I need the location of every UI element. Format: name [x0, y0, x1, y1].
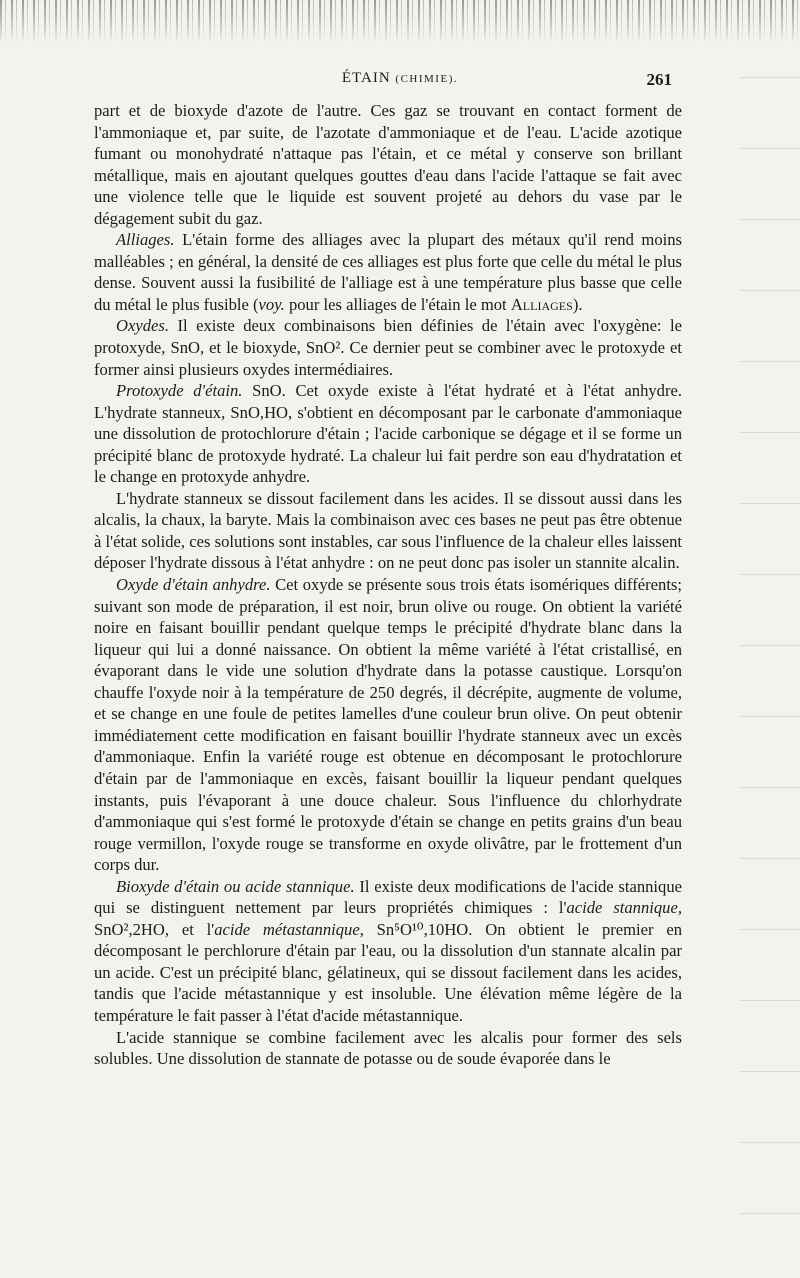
paragraph-protoxyde: [94, 380, 682, 488]
page-number: 261: [646, 70, 672, 89]
paragraph-oxyde-anhydre: [94, 574, 682, 876]
paragraph-lead: Oxyde d'étain anhydre.: [116, 575, 271, 595]
paragraph-text: Cet oxyde se présente sous trois états isomériques différents; suivant son mode de préparation, il est noir, brun olive ou rouge. On obtient la variété noire en faisant bouillir pendant quelque temps le précipité d'hydrate blanc dans la liqueur qui lui a donné naissance. On obtient la même variété à l'état cristallisé, en évaporant dans le vide une solution d'hydrate dans la potasse caustique. Lorsqu'on chauffe l'oxyde noir à la température de 250 degrés, il décrépite, augmente de volume, et se change en une foule de petites lamelles d'une couleur brun olive. On peut obtenir immédiatement cette modification en faisant bouillir l'hydrate stanneux avec un excès d'ammoniaque. Enfin la variété rouge est obtenue en décomposant le protochlorure d'étain par de l'ammoniaque en excès, faisant bouillir la liqueur pendant quelques instants, puis l'évaporant à une douce chaleur. Sous l'influence du chlorhydrate d'ammoniaque qui s'est formé le protoxyde d'étain se change en petits grains d'un beau rouge vermillon, l'oxyde rouge se transforme en oxyde olivâtre, par le frottement d'un corps dur.: [94, 575, 682, 875]
paragraph-text: L'étain forme des alliages avec la plupart des métaux qu'il rend moins malléables ; en général, la densité de ces alliages est plus forte que celle du métal le plus dense. Souvent aussi la fusibilité de l'alliage est à une température plus basse que celle du métal le plus fusible (: [94, 230, 682, 314]
term-acide-stannique: acide stannique: [566, 898, 678, 918]
scan-margin-noise: [740, 40, 800, 1278]
paragraph-text: pour les alliages de l'étain le mot: [284, 294, 511, 314]
paragraph-alliages: [94, 229, 682, 315]
paragraph-text: L'hydrate stanneux se dissout facilement dans les acides. Il se dissout aussi dans les alcalis, la chaux, la baryte. Mais la combinaison avec ces bases ne peut pas être obtenue à l'état solide, ces solutions sont instables, car sous l'influence de la chaleur elles laissent déposer l'hydrate dissous à l'état anhydre : on ne peut donc pas isoler un stannite alcalin.: [94, 488, 682, 573]
page-header: [0, 70, 800, 94]
paragraph-text: Il existe deux combinaisons bien définies de l'étain avec l'oxygène: le protoxyde, SnO, et le bioxyde, SnO². Ce dernier peut se combiner avec le protoxyde et former ainsi plusieurs oxydes intermédiaires.: [94, 316, 682, 379]
paragraph-text: SnO. Cet oxyde existe à l'état hydraté et à l'état anhydre. L'hydrate stanneux, SnO,HO, s'obtient en décomposant par le carbonate d'ammoniaque une dissolution de protochlorure d'étain ; l'acide carbonique se dégage et il se forme un précipité blanc de protoxyde hydraté. La chaleur lui fait perdre son eau d'hydratation et le change en protoxyde anhydre.: [94, 381, 683, 487]
body-text: [94, 100, 682, 1070]
paragraph-lead: Protoxyde d'étain.: [116, 381, 243, 401]
paragraph-text: ).: [572, 294, 583, 314]
paragraph-stannates: [94, 1027, 682, 1070]
paragraph-lead: Oxydes.: [116, 316, 169, 336]
voy-abbrev: voy.: [258, 294, 285, 314]
term-acide-metastannique: acide métastannique: [214, 919, 360, 939]
running-title: [0, 70, 800, 87]
paragraph-text: L'acide stannique se combine facilement avec les alcalis pour former des sels solubles. Une dissolution de stannate de potasse ou de soude évaporée dans le: [94, 1027, 682, 1069]
paragraph-continuation: [94, 100, 682, 229]
scan-top-edge-noise: [0, 0, 800, 44]
running-title-sub: (CHIMIE).: [395, 73, 459, 85]
paragraph-text: Il existe deux modifications de l'acide stannique qui se distinguent nettement par leurs propriétés chimiques : l': [94, 876, 682, 918]
cross-reference: Alliages: [510, 294, 573, 314]
paragraph-hydrate-stanneux: [94, 488, 682, 574]
paragraph-lead: Alliages.: [116, 230, 175, 250]
paragraph-text: , Sn⁵O¹⁰,10HO. On obtient le premier en décomposant le perchlorure d'étain par l'eau, ou la dissolution d'un stannate alcalin par un acide. C'est un précipité blanc, gélatineux, qui se dissout facilement dans les acides, tandis que l'acide métastannique y est insoluble. Une élévation même légère de la température le fait passer à l'état d'acide métastannique.: [94, 919, 682, 1025]
paragraph-oxydes: [94, 315, 682, 380]
paragraph-lead: Bioxyde d'étain ou acide stannique.: [116, 876, 355, 896]
paragraph-bioxyde: [94, 876, 682, 1027]
paragraph-text: part et de bioxyde d'azote de l'autre. Ces gaz se trouvant en contact forment de l'ammoniaque et, par suite, de l'azotate d'ammoniaque et de l'eau. L'acide azotique fumant ou monohydraté n'attaque pas l'étain, et ce métal y conserve son brillant métallique, mais en ajoutant quelques gouttes d'eau dans l'acide l'attaque se fait avec une violence telle que le liquide est souvent projeté au dehors du vase par le dégagement subit du gaz.: [94, 101, 682, 228]
paragraph-text: , SnO²,2HO, et l': [94, 898, 682, 939]
running-title-main: ÉTAIN: [341, 70, 391, 86]
